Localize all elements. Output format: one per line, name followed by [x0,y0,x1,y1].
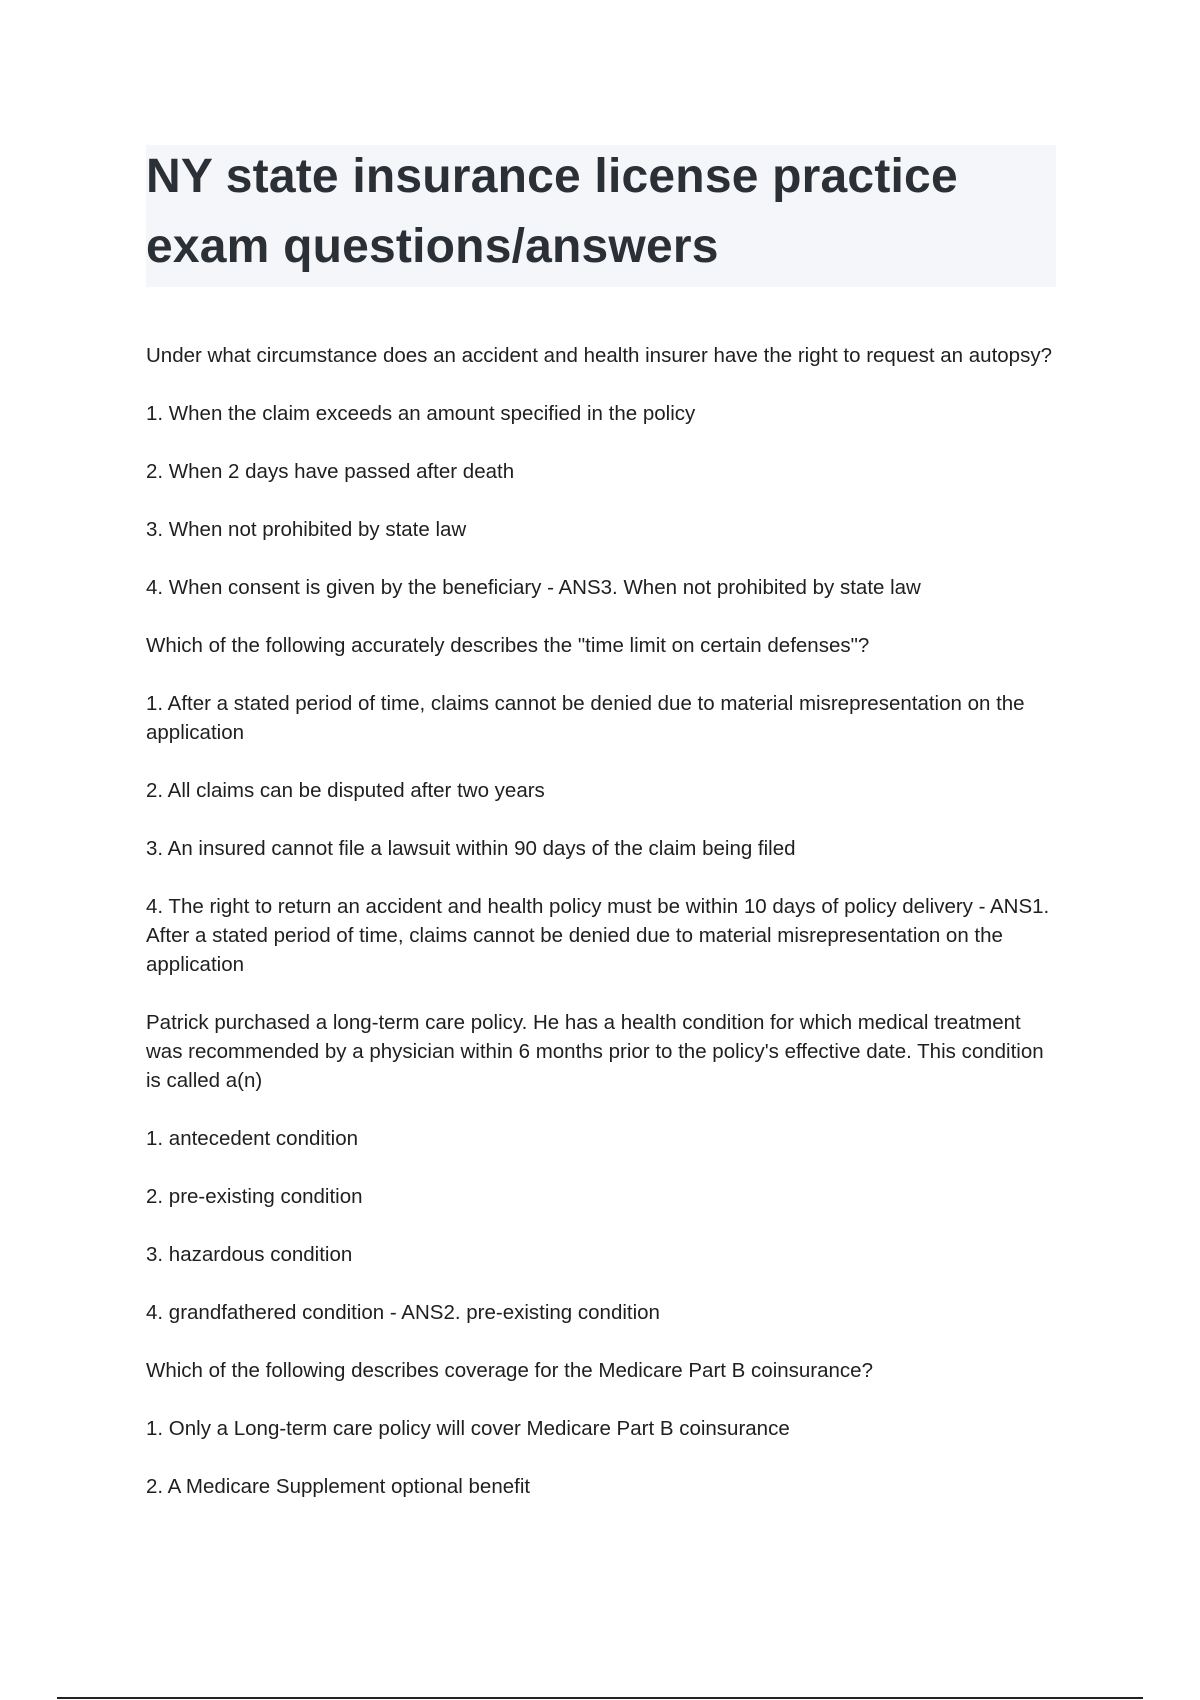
question-3-option-3: 3. hazardous condition [146,1243,353,1266]
question-1-text: Under what circumstance does an accident and health insurer have the right to request an autopsy? [146,344,1052,367]
question-2-option-1: 1. After a stated period of time, claims cannot be denied due to material misrepresentation on the application [146,692,1025,744]
question-3-text: Patrick purchased a long-term care policy. He has a health condition for which medical treatment was recommended by a physician within 6 months prior to the policy's effective date. This condition is called a(n) [146,1011,1044,1092]
document-body [146,341,1056,1530]
question-4-text: Which of the following describes coverage for the Medicare Part B coinsurance? [146,1359,873,1382]
question-3-option-4-answer: 4. grandfathered condition - ANS2. pre-existing condition [146,1301,660,1324]
question-4-option-1: 1. Only a Long-term care policy will cover Medicare Part B coinsurance [146,1417,790,1440]
question-1-option-4-answer: 4. When consent is given by the beneficiary - ANS3. When not prohibited by state law [146,576,921,599]
question-2-option-2: 2. All claims can be disputed after two years [146,779,545,802]
question-3-option-2: 2. pre-existing condition [146,1185,363,1208]
page-title: NY state insurance license practice exam questions/answers [146,150,958,273]
question-2-option-4-answer: 4. The right to return an accident and health policy must be within 10 days of policy delivery - ANS1. After a stated period of time, claims cannot be denied due to material misrepresentation on the application [146,895,1050,976]
question-2-text: Which of the following accurately describes the "time limit on certain defenses"? [146,634,870,657]
question-2-option-3: 3. An insured cannot file a lawsuit within 90 days of the claim being filed [146,837,796,860]
question-1-option-3: 3. When not prohibited by state law [146,518,467,541]
question-3-option-1: 1. antecedent condition [146,1127,358,1150]
question-1-option-1: 1. When the claim exceeds an amount specified in the policy [146,402,696,425]
question-4-option-2: 2. A Medicare Supplement optional benefit [146,1475,531,1498]
footer-divider [57,1697,1143,1699]
question-1-option-2: 2. When 2 days have passed after death [146,460,515,483]
